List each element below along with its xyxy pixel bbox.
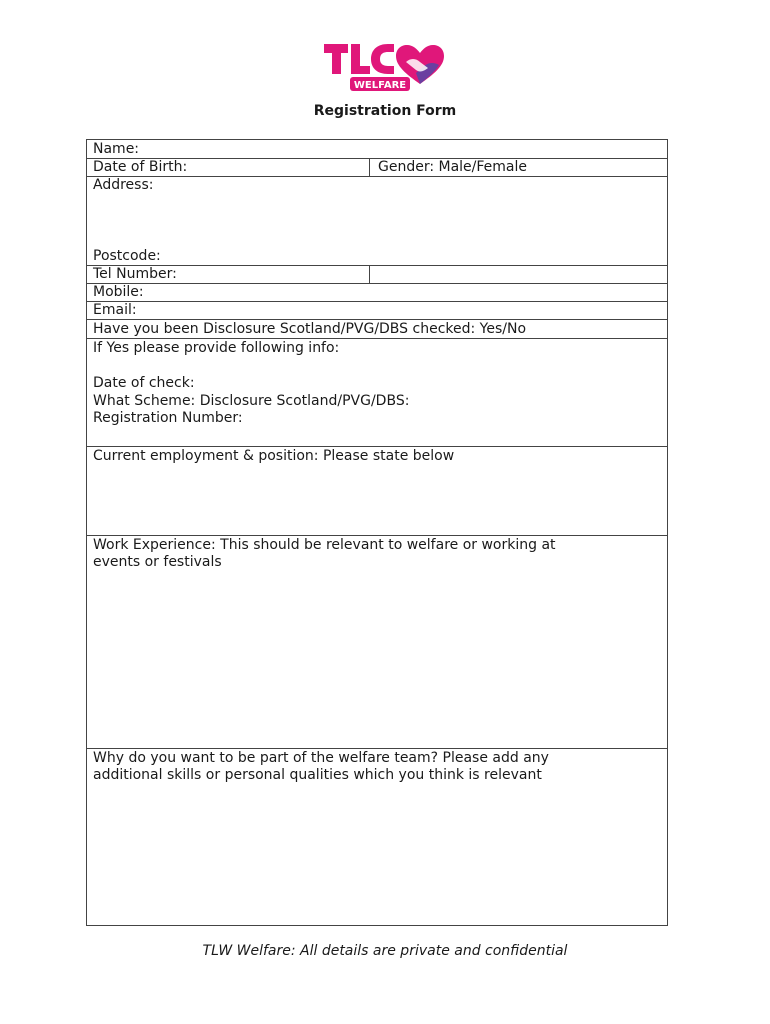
- registration-number-label: Registration Number:: [93, 410, 243, 426]
- email-row[interactable]: [87, 302, 667, 320]
- if-yes-label: If Yes please provide following info:: [93, 340, 340, 356]
- name-row[interactable]: [87, 140, 667, 159]
- name-label: Name:: [93, 141, 140, 157]
- address-row[interactable]: [87, 177, 667, 266]
- work-experience-label-line1: Work Experience: This should be relevant to welfare or working at: [93, 537, 556, 553]
- cell-divider: [369, 159, 370, 177]
- tlc-welfare-logo: [320, 40, 450, 96]
- tel-row[interactable]: [87, 266, 667, 284]
- mobile-row[interactable]: [87, 284, 667, 302]
- why-join-label-line2: additional skills or personal qualities which you think is relevant: [93, 767, 542, 783]
- employment-label: Current employment & position: Please state below: [93, 448, 455, 464]
- address-label: Address:: [93, 177, 154, 193]
- tel-label: Tel Number:: [93, 266, 177, 282]
- confidentiality-footer: TLW Welfare: All details are private and confidential: [202, 943, 568, 959]
- cell-divider: [369, 266, 370, 284]
- employment-row[interactable]: [87, 447, 667, 536]
- disclosure-details-row[interactable]: [87, 339, 667, 447]
- dob-label: Date of Birth:: [93, 159, 188, 175]
- dob-gender-row[interactable]: [87, 159, 667, 177]
- email-label: Email:: [93, 302, 137, 318]
- disclosure-question: Have you been Disclosure Scotland/PVG/DBS checked: Yes/No: [93, 321, 527, 337]
- svg-text:WELFARE: WELFARE: [353, 80, 407, 91]
- work-experience-label-line2: events or festivals: [93, 554, 222, 570]
- why-join-row[interactable]: [87, 749, 667, 925]
- gender-label: Gender: Male/Female: [378, 159, 528, 175]
- form-title: Registration Form: [313, 103, 457, 119]
- postcode-label: Postcode:: [93, 248, 161, 264]
- date-of-check-label: Date of check:: [93, 375, 195, 391]
- work-experience-row[interactable]: [87, 536, 667, 749]
- disclosure-row[interactable]: [87, 320, 667, 339]
- mobile-label: Mobile:: [93, 284, 144, 300]
- what-scheme-label: What Scheme: Disclosure Scotland/PVG/DBS:: [93, 393, 410, 409]
- registration-form: [86, 139, 668, 926]
- why-join-label-line1: Why do you want to be part of the welfare team? Please add any: [93, 750, 549, 766]
